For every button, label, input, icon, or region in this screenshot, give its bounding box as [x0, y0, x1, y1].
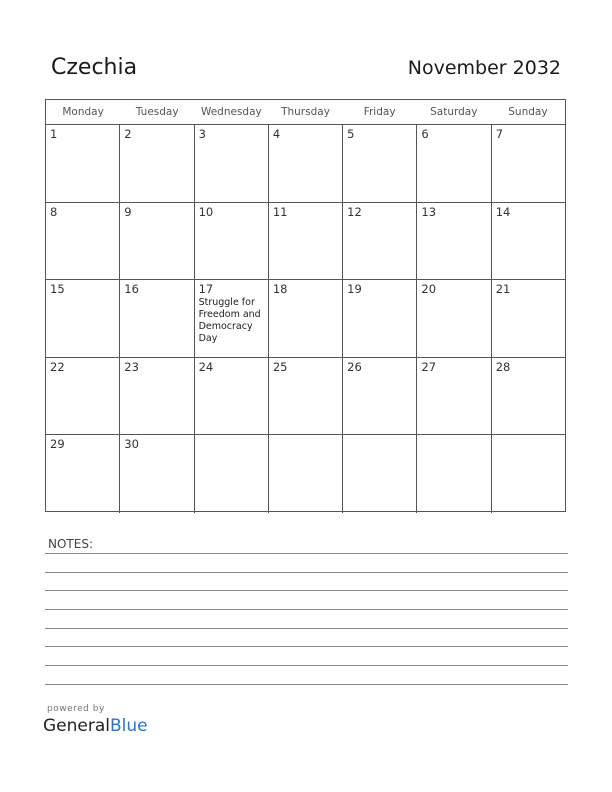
- generalblue-logo: [43, 716, 148, 736]
- day-number: 6: [421, 127, 429, 141]
- powered-by-text: powered by: [47, 704, 105, 714]
- calendar-day-cell: [492, 358, 565, 435]
- calendar-grid: [45, 99, 566, 512]
- day-number: 12: [347, 204, 362, 219]
- calendar-day-cell: [195, 125, 269, 202]
- day-number: 26: [347, 359, 362, 374]
- calendar-day-cell: [46, 125, 120, 202]
- calendar-day-cell: [269, 358, 343, 435]
- calendar-day-cell: [195, 358, 269, 435]
- weekday-wednesday: Wednesday: [200, 106, 262, 118]
- calendar-day-cell: [120, 435, 194, 513]
- day-number: 1: [50, 127, 58, 141]
- notes-line: [45, 628, 568, 629]
- notes-line: [45, 590, 568, 591]
- calendar-day-cell: [492, 280, 565, 357]
- day-number: 21: [495, 282, 511, 296]
- calendar-day-cell: [195, 203, 269, 280]
- calendar-day-cell: [269, 203, 343, 280]
- calendar-day-cell: [343, 203, 417, 280]
- weekday-friday: Friday: [363, 106, 396, 118]
- day-number: 4: [272, 127, 281, 141]
- notes-line: [45, 609, 568, 610]
- day-number: 8: [50, 204, 58, 219]
- calendar-country-title: Czechia: [51, 55, 138, 80]
- notes-line: [45, 572, 568, 573]
- calendar-day-cell: [46, 358, 120, 435]
- calendar-day-cell: [417, 125, 491, 202]
- weekday-header-row: [46, 100, 565, 125]
- calendar-day-cell: [269, 280, 343, 357]
- day-number: 19: [347, 282, 362, 296]
- day-number: 7: [495, 127, 504, 141]
- calendar-weeks: [46, 125, 565, 513]
- calendar-day-cell: [492, 125, 565, 202]
- calendar-week-row: [46, 203, 565, 281]
- weekday-thursday: Thursday: [281, 106, 330, 118]
- day-number: 20: [421, 282, 437, 296]
- day-number: 2: [124, 127, 132, 141]
- calendar-day-cell: [417, 280, 491, 357]
- day-number: 14: [495, 204, 511, 219]
- day-number: 9: [124, 204, 132, 219]
- calendar-day-cell: [195, 280, 269, 357]
- calendar-day-cell: [492, 435, 565, 513]
- day-number: 5: [347, 127, 355, 141]
- calendar-week-row: [46, 125, 565, 203]
- day-number: 10: [198, 204, 214, 219]
- weekday-tuesday: Tuesday: [135, 106, 179, 118]
- day-number: 23: [124, 359, 139, 374]
- calendar-week-row: [46, 358, 565, 436]
- calendar-month-year: November 2032: [407, 57, 561, 79]
- calendar-day-cell: [46, 435, 120, 513]
- calendar-day-cell: [417, 203, 491, 280]
- day-number: 16: [124, 282, 139, 296]
- day-number: 3: [198, 127, 206, 141]
- calendar-day-cell: [343, 358, 417, 435]
- calendar-day-cell: [343, 435, 417, 513]
- calendar-day-cell: [120, 280, 194, 357]
- calendar-day-cell: [195, 435, 269, 513]
- day-number: 27: [421, 359, 437, 374]
- calendar-day-cell: [120, 125, 194, 202]
- calendar-day-cell: [120, 358, 194, 435]
- calendar-day-cell: [120, 203, 194, 280]
- notes-line: [45, 684, 568, 685]
- calendar-day-cell: [343, 125, 417, 202]
- day-number: 28: [495, 359, 511, 374]
- day-number: 13: [421, 204, 437, 219]
- day-number: 24: [198, 359, 214, 374]
- brand-blue: Blue: [110, 716, 148, 736]
- day-number: 17: [198, 282, 214, 296]
- brand-general: General: [43, 716, 110, 736]
- holiday-label: Struggle for Freedom and Democracy Day: [198, 297, 261, 344]
- calendar-day-cell: [492, 203, 565, 280]
- calendar-day-cell: [417, 358, 491, 435]
- notes-line: [45, 665, 568, 666]
- calendar-day-cell: [343, 280, 417, 357]
- day-number: 11: [272, 204, 288, 219]
- day-number: 30: [124, 437, 139, 451]
- day-number: 18: [272, 282, 288, 296]
- notes-label: NOTES:: [48, 537, 93, 551]
- calendar-day-cell: [417, 435, 491, 513]
- calendar-day-cell: [269, 125, 343, 202]
- weekday-saturday: Saturday: [430, 106, 478, 118]
- notes-line: [45, 646, 568, 647]
- calendar-week-row: [46, 435, 565, 513]
- calendar-day-cell: [269, 435, 343, 513]
- notes-line: [45, 553, 568, 554]
- day-number: 15: [50, 282, 65, 296]
- calendar-day-cell: [46, 280, 120, 357]
- calendar-day-cell: [46, 203, 120, 280]
- day-number: 25: [272, 359, 288, 374]
- calendar-week-row: [46, 280, 565, 358]
- weekday-sunday: Sunday: [508, 106, 548, 118]
- day-number: 29: [50, 437, 65, 451]
- day-number: 22: [50, 359, 65, 374]
- weekday-monday: Monday: [62, 106, 104, 118]
